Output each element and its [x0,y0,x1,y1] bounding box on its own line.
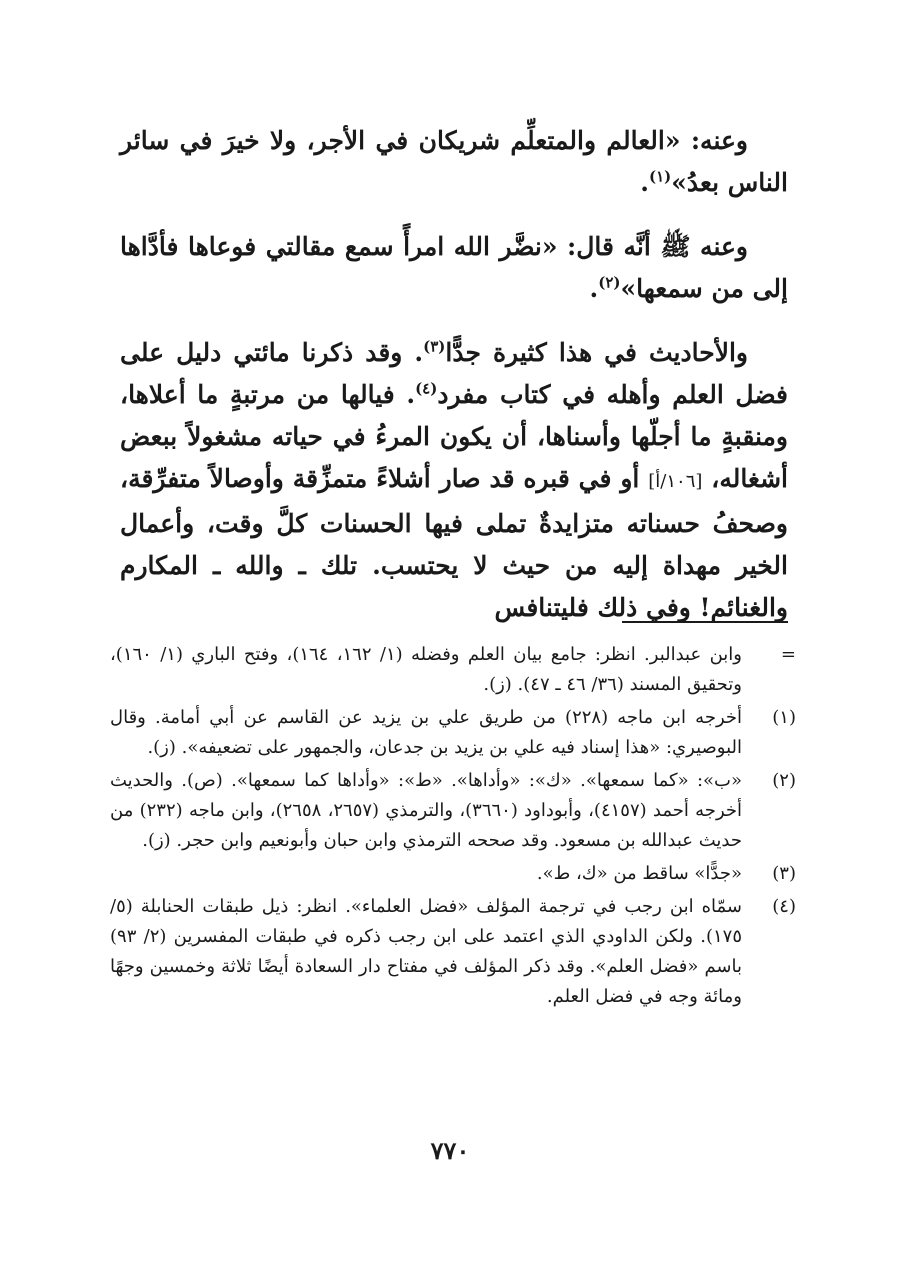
main-text [120,120,788,629]
footnotes [110,640,796,1015]
footnote-ref-1: (١) [649,167,672,186]
page-number: ٧٧٠ [430,1136,470,1165]
paragraph-3-tail: أو في قبره قد صار أشلاءً متمزِّقة وأوصالاً متفرِّقة، وصحفُ حسناته متزايدةٌ تملى فيها الحسنات كلَّ وقت، وأعمال الخير مهداة إليه من حيث لا يحتسب. تلك ـ والله ـ المكارم والغنائم! وفي ذلك فليتنافس [120,464,788,622]
footnote-marker: = [780,644,796,665]
footnote-separator [622,621,788,623]
footnote-ref-3: (٣) [423,337,446,356]
paragraph-2-text: وعنه ﷺ أنَّه قال: «نضَّر الله امرأً سمع مقالتي فوعاها فأدَّاها إلى من سمعها» [120,232,788,303]
footnote-ref-4: (٤) [415,379,438,398]
paragraph-1 [120,120,788,204]
footnote-3 [110,859,796,889]
paragraph-2-tail: . [589,274,599,303]
footnote-2 [110,766,796,856]
footnote-text: وابن عبدالبر. انظر: جامع بيان العلم وفضله (١/ ١٦٢، ١٦٤)، وفتح الباري (١/ ١٦٠)، وتحقيق المسند (٣٦/ ٤٦ ـ ٤٧). (ز). [110,644,742,695]
footnote-ref-2: (٢) [598,273,621,292]
footnote-text: سمّاه ابن رجب في ترجمة المؤلف «فضل العلماء». انظر: ذيل طبقات الحنابلة (٥/ ١٧٥). ولكن الداودي الذي اعتمد على ابن رجب ذكره في طبقات المفسرين (٢/ ٩٣) باسم «فضل العلم». وقد ذكر المؤلف في مفتاح دار السعادة أيضًا ثلاثة وخمسين وجهًا ومائة وجه في فضل العلم. [110,896,743,1007]
footnote-marker: (٣) [772,863,796,884]
footnote-marker: (٢) [772,770,796,791]
footnote-4 [110,892,796,1012]
footnote-marker: (٤) [772,896,796,917]
paragraph-1-text: وعنه: «العالم والمتعلِّم شريكان في الأجر، ولا خيرَ في سائر الناس بعدُ» [120,126,788,197]
manuscript-folio-ref: [١٠٦/أ] [648,471,703,492]
paragraph-3-mid: . وقد ذكرنا مائتي دليل على فضل العلم وأهله في كتاب مفرد [120,338,788,409]
paragraph-3-text: والأحاديث في هذا كثيرة جدًّا [445,338,748,367]
footnote-marker: (١) [772,707,796,728]
footnote-continued [110,640,796,700]
paragraph-3 [120,332,788,629]
footnote-1 [110,703,796,763]
paragraph-1-tail: . [640,168,649,197]
paragraph-3-mid2: . فيالها من مرتبةٍ ما أعلاها، ومنقبةٍ ما أجلّها وأسناها، أن يكون المرءُ في حياته مشغولاً ببعض أشغاله، [120,380,788,493]
paragraph-2 [120,226,788,310]
footnote-text: «ب»: «كما سمعها». «ك»: «وأداها». «ط»: «وأداها كما سمعها». (ص). والحديث أخرجه أحمد (٤١٥٧)، وأبوداود (٣٦٦٠)، والترمذي (٢٦٥٧، ٢٦٥٨)، وابن ماجه (٢٣٢) من حديث عبدالله بن مسعود. وقد صححه الترمذي وابن حبان وأبونعيم وابن حجر. (ز). [110,770,742,851]
footnote-text: «جدًّا» ساقط من «ك، ط». [536,863,742,884]
footnote-text: أخرجه ابن ماجه (٢٢٨) من طريق علي بن يزيد عن القاسم عن أبي أمامة. وقال البوصيري: «هذا إسناد فيه علي بن يزيد بن جدعان، والجمهور على تضعيفه». (ز). [110,707,742,758]
